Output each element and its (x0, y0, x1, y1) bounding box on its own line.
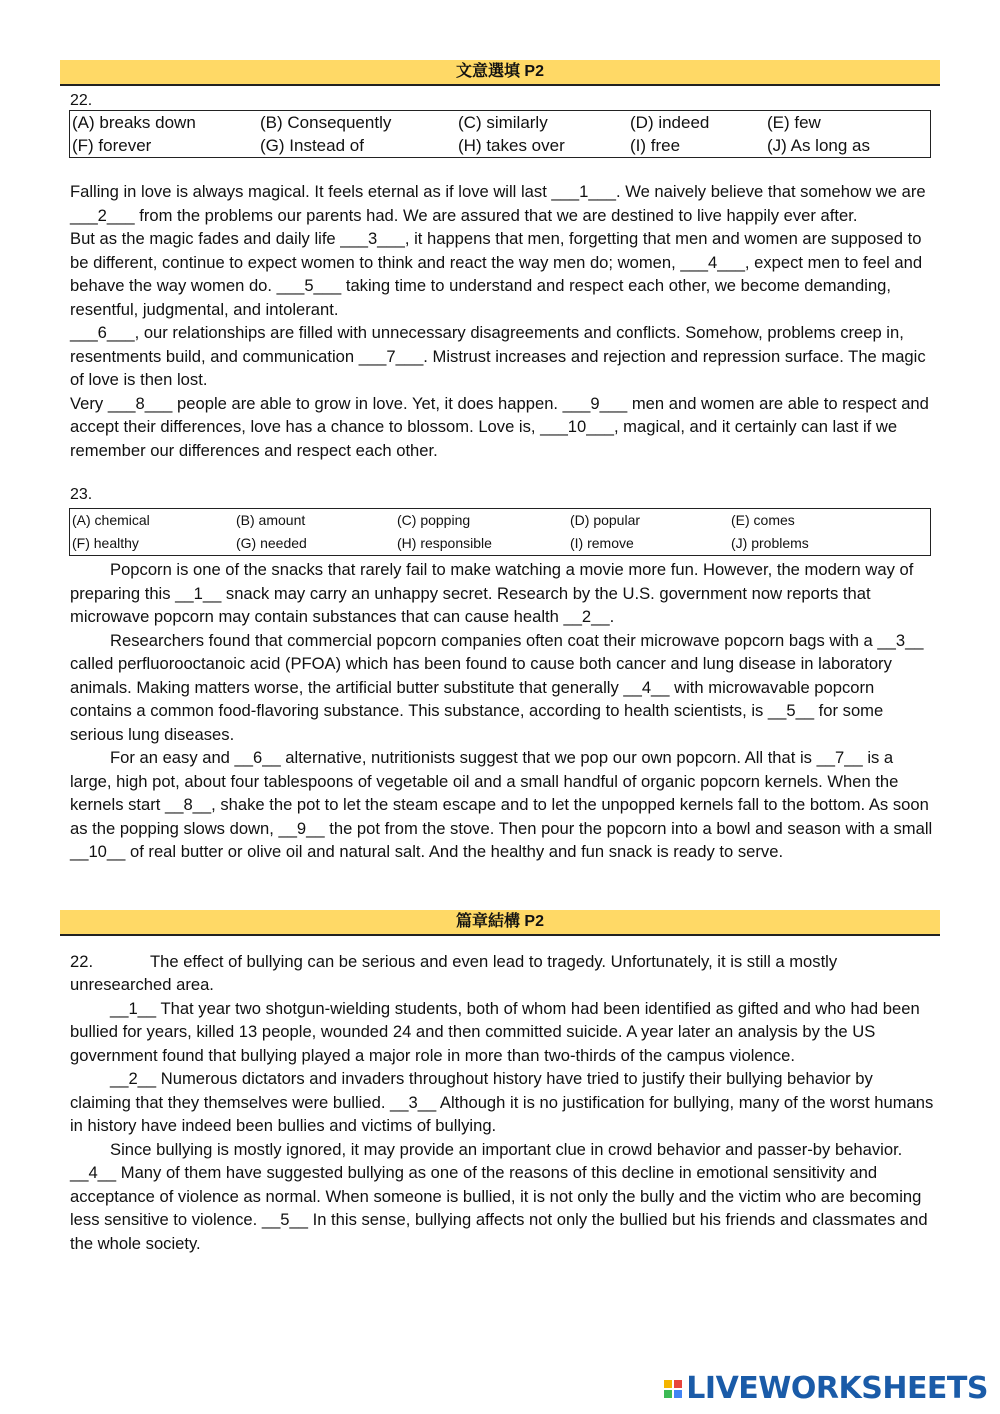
option-c: (C) popping (397, 512, 471, 528)
option-b: (B) Consequently (260, 113, 392, 132)
passage-paragraph: But as the magic fades and daily life ___3___, it happens that men, forgetting that men and women are supposed to be different, continue to expect women to think and react the way men do; women, ___4___, expect men to feel and behave the way women do. ___5___ taking time to understand and respect each other, we become demanding, resentful, judgmental, and intolerant. (70, 229, 923, 319)
option-e: (E) comes (731, 512, 795, 528)
logo-grid-icon (664, 1380, 682, 1398)
liveworksheets-logo[interactable] (664, 1371, 988, 1406)
passage-paragraph: Since bullying is mostly ignored, it may provide an important clue in crowd behavior and passer-by behavior. __4__ Many of them have suggested bullying as one of the reasons of this decline in emotional sensitivity and acceptance of violence as normal. When someone is bullied, it is not only the bully and the victim who are becoming less sensitive to violence. __5__ In this sense, bullying affects not only the bullied but his friends and classmates and the whole society. (70, 1139, 928, 1253)
passage-paragraph: __2__ Numerous dictators and invaders throughout history have tried to justify their bullying behavior by claiming that they themselves were bullied. __3__ Although it is no justification for bullying, many of the worst humans in history have indeed been bullies and victims of bullying. (70, 1069, 934, 1135)
options-row (70, 111, 931, 135)
passage-paragraph: Researchers found that commercial popcorn companies often coat their microwave popcorn bags with a __3__ called perfluorooctanoic acid (PFOA) which has been found to cause both cancer and lung disease in laboratory animals. Making matters worse, the artificial butter substitute that generally __4__ with microwavable popcorn contains a common food-flavoring substance. This substance, according to health scientists, is __5__ for some serious lung diseases. (70, 630, 924, 744)
passage-paragraph: The effect of bullying can be serious and even lead to tragedy. Unfortunately, it is still a mostly unresearched area. (70, 951, 838, 994)
options-row (70, 509, 931, 533)
option-h: (H) responsible (397, 535, 492, 551)
worksheet-page (60, 60, 940, 1255)
section-banner-cloze: 文意選填 P2 (60, 60, 940, 86)
question-number-22: 22. (70, 92, 93, 109)
options-table-23 (69, 508, 931, 556)
option-j: (J) As long as (767, 136, 870, 155)
passage-paragraph: Very ___8___ people are able to grow in love. Yet, it does happen. ___9___ men and women are able to respect and accept their differences, love has a chance to blossom. Love is, ___10___, magical, and it certainly can last if we remember our differences and respect each other. (70, 393, 929, 460)
option-c: (C) similarly (458, 113, 548, 132)
option-a: (A) breaks down (72, 113, 196, 132)
passage-22 (70, 180, 935, 462)
passage-23 (70, 558, 935, 864)
option-f: (F) forever (72, 136, 152, 155)
passage-structure-22 (70, 950, 935, 1256)
option-i: (I) remove (570, 535, 634, 551)
passage-paragraph: Falling in love is always magical. It feels eternal as if love will last ___1___. We naively believe that somehow we are ___2___ from the problems our parents had. We are assured that we are destined to live happily ever after. (70, 182, 926, 225)
options-table-22 (69, 110, 931, 158)
option-b: (B) amount (236, 512, 306, 528)
passage-first-paragraph (70, 950, 935, 997)
question-number-22: 22. (70, 951, 94, 971)
passage-paragraph: Popcorn is one of the snacks that rarely fail to make watching a movie more fun. However, the modern way of preparing this __1__ snack may carry an unhappy secret. Research by the U.S. government now reports that microwave popcorn may contain substances that can cause health __2__. (70, 560, 914, 626)
option-e: (E) few (767, 113, 821, 132)
question-number-23: 23. (70, 486, 93, 503)
option-d: (D) popular (570, 512, 641, 528)
options-row (70, 532, 931, 556)
option-h: (H) takes over (458, 136, 565, 155)
logo-text: LIVEWORKSHEETS (686, 1371, 988, 1406)
option-g: (G) Instead of (260, 136, 364, 155)
option-j: (J) problems (731, 535, 809, 551)
option-a: (A) chemical (72, 512, 150, 528)
options-row (70, 134, 931, 158)
option-i: (I) free (630, 136, 681, 155)
option-f: (F) healthy (72, 535, 139, 551)
option-d: (D) indeed (630, 113, 710, 132)
section-banner-structure: 篇章結構 P2 (60, 910, 940, 936)
option-g: (G) needed (236, 535, 307, 551)
passage-paragraph: __1__ That year two shotgun-wielding students, both of whom had been identified as gifted and who had been bullied for years, killed 13 people, wounded 24 and then committed suicide. A year later an analysis by the US government found that bullying played a major role in more than two-thirds of the campus violence. (70, 998, 920, 1065)
passage-paragraph: ___6___, our relationships are filled with unnecessary disagreements and conflicts. Somehow, problems creep in, resentments build, and communication ___7___. Mistrust increases and rejection and repression surface. The magic of love is then lost. (70, 323, 926, 389)
passage-paragraph: For an easy and __6__ alternative, nutritionists suggest that we pop our own popcorn. All that is __7__ is a large, high pot, about four tablespoons of vegetable oil and a small handful of organic popcorn kernels. When the kernels start __8__, shake the pot to let the steam escape and to let the unpopped kernels fall to the bottom. As soon as the popping slows down, __9__ the pot from the stove. Then pour the popcorn into a bowl and season with a small __10__ of real butter or olive oil and natural salt. And the healthy and fun snack is ready to serve. (70, 748, 933, 861)
